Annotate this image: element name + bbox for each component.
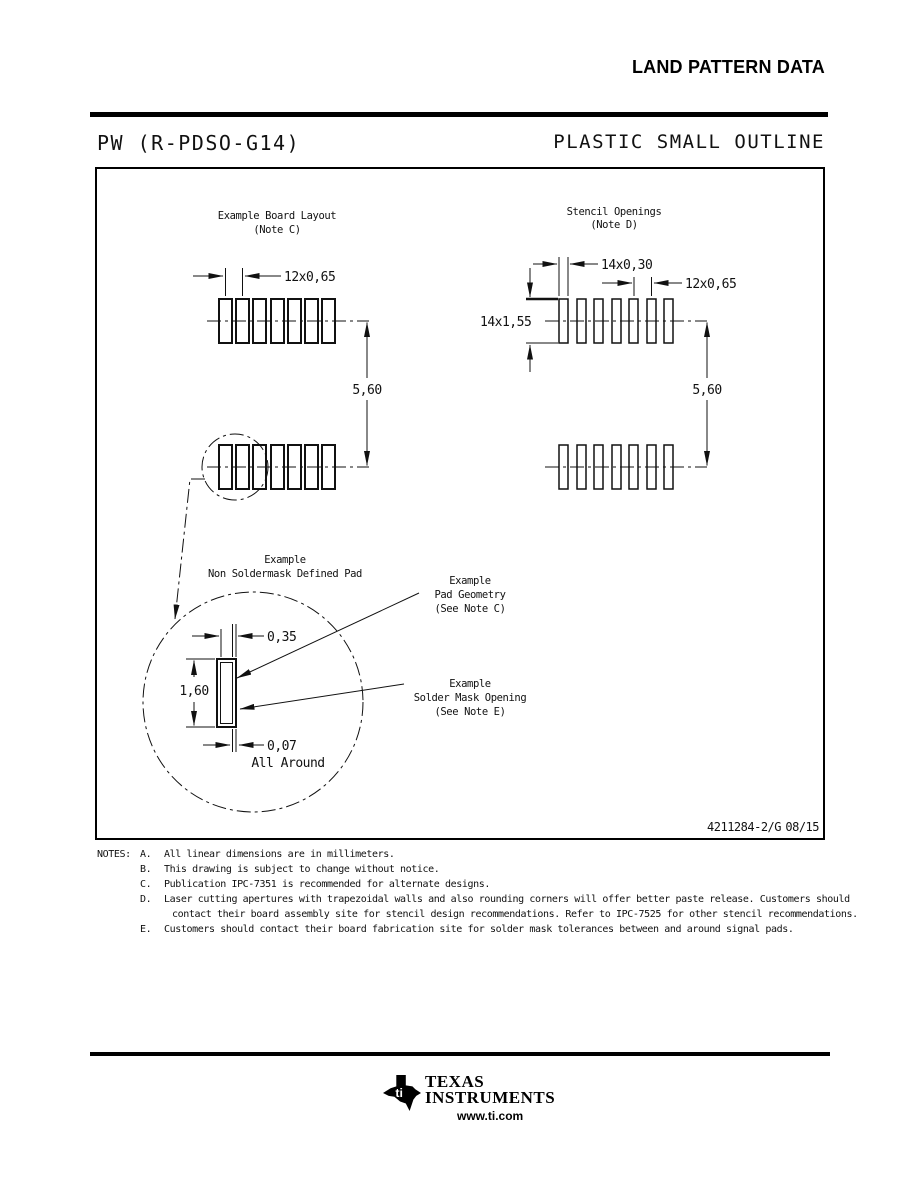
land-pattern-drawing	[97, 169, 821, 836]
pad-label-line3: (See Note C)	[434, 603, 506, 615]
stencil-pitch-dimension	[602, 277, 736, 296]
brand-url: www.ti.com	[456, 1109, 524, 1123]
note-row	[97, 862, 858, 877]
detail-title-line2: Non Soldermask Defined Pad	[208, 568, 362, 580]
mask-label-line2: Solder Mask Opening	[413, 692, 527, 704]
pad-height-value: 1,60	[179, 684, 209, 699]
stencil-span-dimension	[692, 323, 721, 466]
stencil-pitch-value: 12x0,65	[685, 277, 737, 292]
drawing-frame	[95, 167, 825, 840]
note-row	[97, 922, 858, 937]
detail-title-line1: Example	[264, 554, 306, 566]
note-row	[97, 892, 858, 907]
stencil-note-ref: (Note D)	[590, 219, 638, 231]
pad-geometry-label	[237, 575, 506, 678]
brand-name-bottom: INSTRUMENTS	[425, 1088, 556, 1107]
note-text: This drawing is subject to change without notice.	[164, 864, 440, 875]
stencil-height-value: 14x1,55	[480, 315, 532, 330]
pad-height-dimension	[179, 659, 215, 727]
top-rule	[90, 112, 828, 117]
pad-detail-view	[143, 554, 526, 812]
board-pitch-value: 12x0,65	[284, 270, 336, 285]
note-text: contact their board assembly site for stencil design recommendations. Refer to IPC-7525 for other stencil recommendations.	[172, 909, 858, 920]
mask-clearance-note: All Around	[251, 756, 325, 771]
bottom-rule	[90, 1052, 830, 1056]
pad-label-line2: Pad Geometry	[434, 589, 506, 601]
mask-label-line3: (See Note E)	[434, 706, 506, 718]
pad-width-dimension	[192, 624, 296, 657]
note-text: All linear dimensions are in millimeters.	[164, 849, 395, 860]
detail-view-circle	[143, 592, 363, 812]
note-row	[97, 877, 858, 892]
pad-width-value: 0,35	[267, 630, 297, 645]
stencil-openings-view	[480, 206, 736, 489]
board-layout-title: Example Board Layout	[217, 210, 337, 222]
stencil-span-value: 5,60	[692, 383, 722, 398]
note-row	[97, 907, 858, 922]
board-span-value: 5,60	[352, 383, 382, 398]
board-layout-note-ref: (Note C)	[253, 224, 301, 236]
footer-brand	[383, 1074, 555, 1123]
note-id: B.	[140, 864, 152, 875]
note-id: D.	[140, 894, 152, 905]
note-text: Customers should contact their board fabrication site for solder mask tolerances between and around signal pads.	[164, 924, 794, 935]
board-span-dimension	[352, 323, 381, 466]
solder-mask-opening-outline	[217, 659, 236, 727]
stencil-height-dimension	[480, 268, 558, 372]
note-id: A.	[140, 849, 152, 860]
pad-label-line1: Example	[449, 575, 491, 587]
brand-text	[425, 1074, 555, 1123]
stencil-title: Stencil Openings	[566, 206, 662, 218]
mask-clearance-value: 0,07	[267, 739, 297, 754]
note-text: Publication IPC-7351 is recommended for alternate designs.	[164, 879, 490, 890]
board-pitch-dimension	[193, 268, 335, 296]
brand-name-top: TEXAS	[425, 1072, 485, 1091]
package-code: PW (R-PDSO-G14)	[97, 131, 301, 155]
drawing-date: 08/15	[785, 820, 819, 834]
mask-label-line1: Example	[449, 678, 491, 690]
package-name: PLASTIC SMALL OUTLINE	[553, 131, 825, 153]
stencil-width-value: 14x0,30	[601, 258, 653, 273]
note-id	[140, 907, 164, 922]
texas-instruments-logo-icon	[383, 1074, 421, 1112]
solder-mask-label	[240, 678, 526, 718]
mask-clearance-dimension	[203, 729, 325, 771]
note-id: C.	[140, 879, 152, 890]
pad-outline	[221, 663, 233, 724]
ti-monogram: ti	[395, 1085, 403, 1100]
page-title: LAND PATTERN DATA	[631, 57, 825, 77]
notes-label: NOTES:	[97, 849, 131, 860]
note-row	[97, 847, 858, 862]
note-id: E.	[140, 924, 152, 935]
drawing-number: 4211284-2/G	[707, 820, 781, 834]
detail-leader-line	[175, 479, 205, 619]
note-text: Laser cutting apertures with trapezoidal walls and also rounding corners will offer better paste release. Customers should	[164, 894, 850, 905]
notes-section	[97, 847, 858, 937]
